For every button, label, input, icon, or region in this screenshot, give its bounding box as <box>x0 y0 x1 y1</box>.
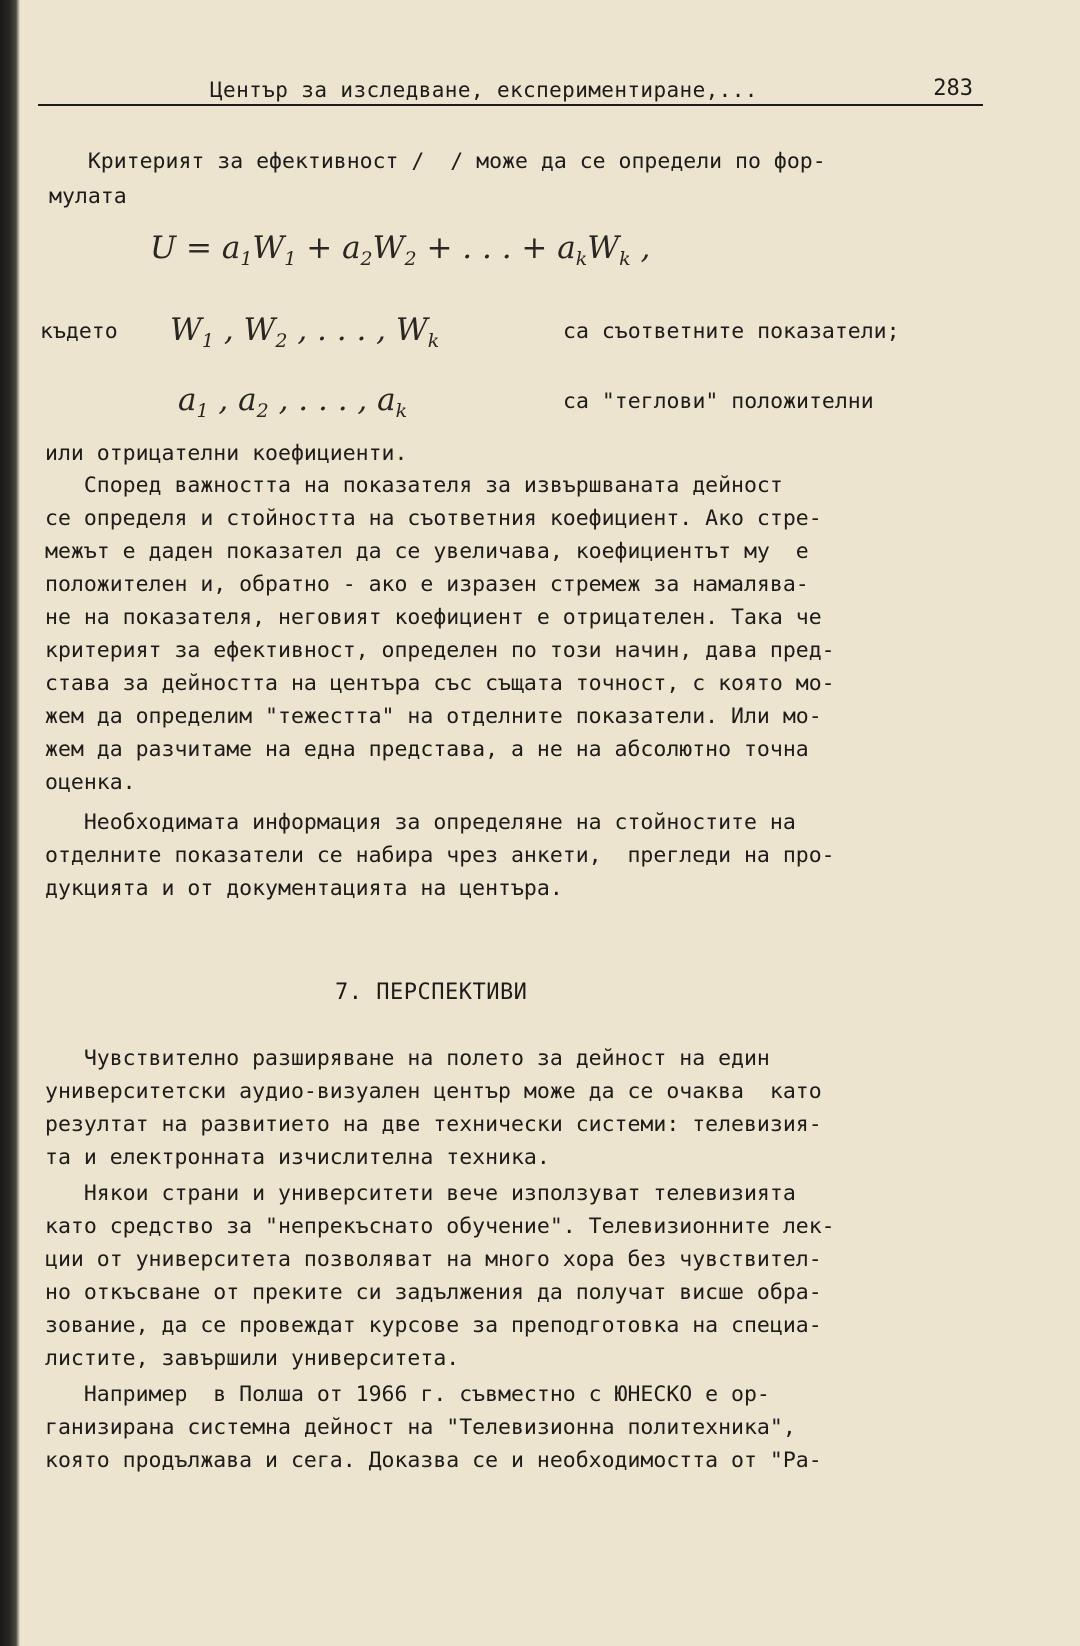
text-line: Според важността на показателя за извършваната дейност <box>45 473 783 498</box>
formula-symbol: a <box>238 382 257 418</box>
text-line: не на показателя, неговият коефициент е отрицателен. Така че <box>45 605 822 630</box>
text-line: жем да разчитаме на една представа, а не на абсолютно точна <box>45 737 809 762</box>
text-line: дукцията и от документацията на центъра. <box>45 876 563 901</box>
formula-index: k <box>575 248 588 271</box>
formula-dots: , . . . , <box>268 382 378 418</box>
text-line: която продължава и сега. Доказва се и необходимостта от "Ра- <box>45 1448 822 1473</box>
text-line: се определя и стойността на съответния коефициент. Ако стре- <box>45 506 822 531</box>
text-line: Критерият за ефективност / / може да се определи по фор- <box>49 149 826 174</box>
text-line: листите, завършили университета. <box>45 1346 460 1371</box>
formula-index: 2 <box>360 248 373 271</box>
formula-index: k <box>619 248 631 271</box>
formula-symbol: W <box>395 312 428 348</box>
formula-symbol: W <box>372 230 405 266</box>
text-line: са съответните показатели; <box>563 319 900 344</box>
text-line: Чувствително разширяване на полето за дейност на един <box>45 1046 770 1071</box>
text-line: резултат на развитието на две технически системи: телевизия- <box>45 1112 822 1137</box>
text-line: са "теглови" положителни <box>563 389 874 414</box>
main-formula <box>150 230 650 270</box>
formula-dots: + . . . + <box>416 230 558 266</box>
text-line: ганизирана системна дейност на "Телевизионна политехника", <box>45 1415 796 1440</box>
formula-symbol: a <box>377 382 396 418</box>
formula-index: 1 <box>240 248 253 271</box>
formula-symbol: a <box>557 230 576 266</box>
formula-index: 1 <box>201 330 214 353</box>
text-line: положителен и, обратно - ако е изразен стремеж за намалява- <box>45 572 809 597</box>
formula-separator: , <box>208 382 239 418</box>
text-line: жем да определим "тежестта" на отделните показатели. Или мо- <box>45 704 822 729</box>
formula-index: k <box>395 400 408 423</box>
w-list-formula <box>170 312 439 352</box>
formula-symbol: a <box>178 382 197 418</box>
page-number: 283 <box>933 76 973 101</box>
text-line: отделните показатели се набира чрез анкети, прегледи на про- <box>45 843 835 868</box>
text-line: става за дейността на центъра със същата точност, с която мо- <box>45 671 835 696</box>
text-line: та и електронната изчислителна техника. <box>45 1145 550 1170</box>
text-line: университетски аудио-визуален център може да се очаква като <box>45 1079 822 1104</box>
formula-symbol: W <box>252 230 285 266</box>
text-line: оценка. <box>45 770 136 795</box>
text-line: зование, да се провеждат курсове за преподготовка на специа- <box>45 1313 822 1338</box>
formula-dots: , . . . , <box>287 312 396 348</box>
formula-separator: , <box>213 312 244 348</box>
section-heading: 7. ПЕРСПЕКТИВИ <box>335 980 528 1005</box>
text-line: Необходимата информация за определяне на стойностите на <box>45 810 796 835</box>
formula-index: 1 <box>196 400 209 423</box>
a-list-formula <box>178 382 407 422</box>
formula-index: 2 <box>256 400 269 423</box>
formula-comma: , <box>630 230 651 266</box>
formula-equals: = <box>176 230 222 266</box>
text-line: мулата <box>49 184 127 209</box>
text-line: Някои страни и университети вече използуват телевизията <box>45 1181 796 1206</box>
text-line: като средство за "непрекъснато обучение". Телевизионните лек- <box>45 1214 835 1239</box>
text-line: или отрицателни коефициенти. <box>45 441 408 466</box>
running-header <box>38 74 983 106</box>
formula-symbol: W <box>170 312 202 348</box>
running-title: Център за изследване, експериментиране,... <box>210 78 758 102</box>
text-line: ции от университета позволяват на много хора без чувствител- <box>45 1247 822 1272</box>
formula-symbol: a <box>221 230 241 266</box>
formula-index: 2 <box>404 248 417 271</box>
formula-index: 2 <box>275 330 288 353</box>
text-line: но откъсване от преките си задължения да получат висше обра- <box>45 1280 822 1305</box>
formula-lhs: U <box>150 230 177 266</box>
formula-index: 1 <box>284 248 297 271</box>
text-line: критерият за ефективност, определен по този начин, дава пред- <box>45 638 835 663</box>
formula-symbol: W <box>243 312 276 348</box>
page-left-shadow <box>0 0 20 1646</box>
formula-index: k <box>427 330 440 353</box>
text-line: Например в Полша от 1966 г. съвместно с ЮНЕСКО е ор- <box>45 1382 770 1407</box>
formula-symbol: a <box>342 230 361 266</box>
text-line: межът е даден показател да се увеличава, коефициентът му е <box>45 539 809 564</box>
header-rule <box>38 104 983 106</box>
formula-symbol: W <box>587 230 620 266</box>
formula-plus: + <box>296 230 343 266</box>
text-line-where: къдетo <box>40 319 118 344</box>
